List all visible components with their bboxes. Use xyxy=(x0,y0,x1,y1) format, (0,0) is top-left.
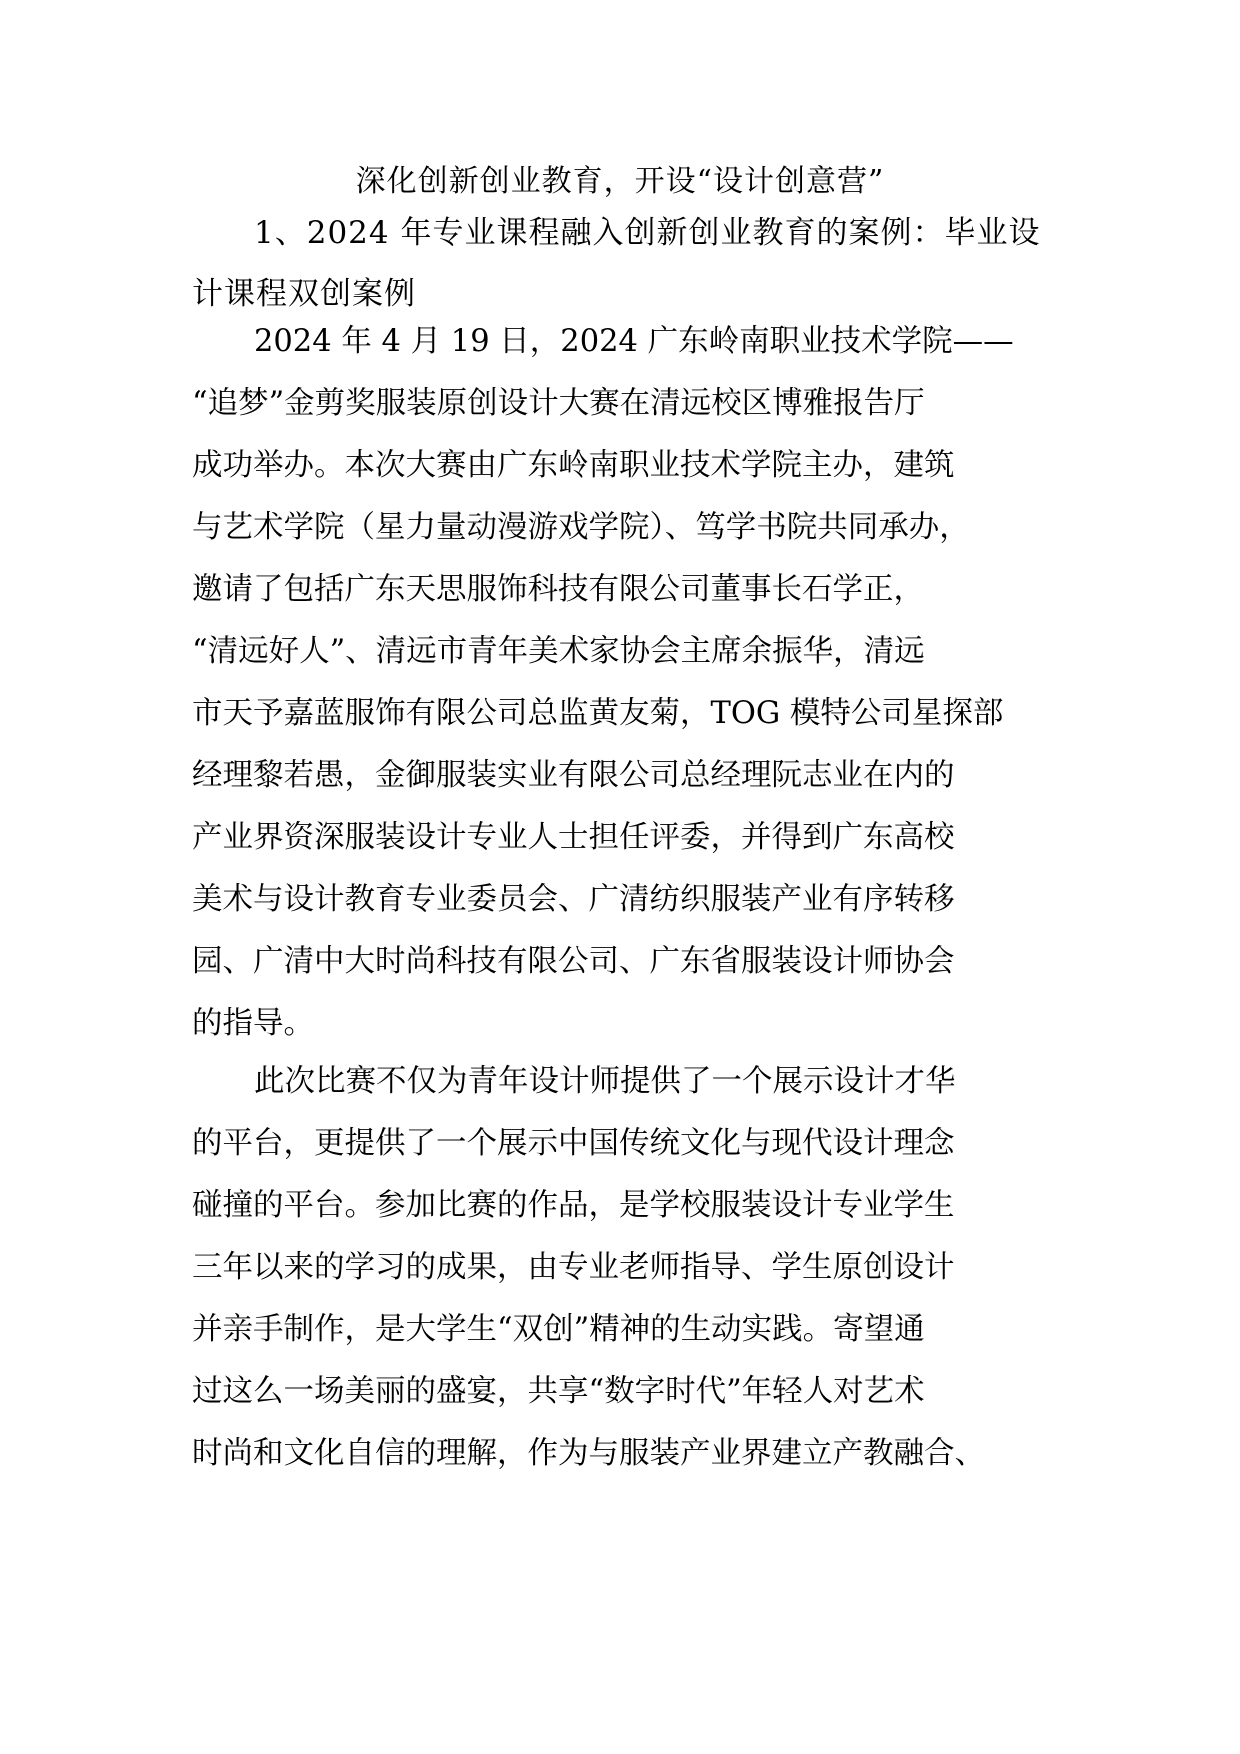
paragraph-line: 三年以来的学习的成果，由专业老师指导、学生原创设计 xyxy=(192,1250,955,1285)
paragraph-line: 过这么一场美丽的盛宴，共享“数字时代”年轻人对艺术 xyxy=(192,1374,925,1409)
section-heading-line: 1、2024 年专业课程融入创新创业教育的案例：毕业设 xyxy=(254,215,1041,251)
paragraph-line: 的指导。 xyxy=(192,1006,314,1041)
paragraph-line: “清远好人”、清远市青年美术家协会主席余振华，清远 xyxy=(192,634,925,669)
paragraph-1 xyxy=(192,311,1050,1055)
section-heading-line: 计课程双创案例 xyxy=(192,276,416,312)
paragraph-line: 成功举办。本次大赛由广东岭南职业技术学院主办，建筑 xyxy=(192,448,955,483)
paragraph-line: 经理黎若愚，金御服装实业有限公司总经理阮志业在内的 xyxy=(192,758,955,793)
paragraph-line: 园、广清中大时尚科技有限公司、广东省服装设计师协会 xyxy=(192,944,955,979)
paragraph-line: 此次比赛不仅为青年设计师提供了一个展示设计才华 xyxy=(254,1064,956,1099)
paragraph-line: 的平台，更提供了一个展示中国传统文化与现代设计理念 xyxy=(192,1126,955,1161)
paragraph-line: “追梦”金剪奖服装原创设计大赛在清远校区博雅报告厅 xyxy=(192,386,925,421)
paragraph-line: 2024 年 4 月 19 日，2024 广东岭南职业技术学院—— xyxy=(254,324,1014,359)
paragraph-line: 美术与设计教育专业委员会、广清纺织服装产业有序转移 xyxy=(192,882,955,917)
paragraph-line: 与艺术学院（星力量动漫游戏学院）、笃学书院共同承办， xyxy=(192,510,970,545)
paragraph-line: 碰撞的平台。参加比赛的作品，是学校服装设计专业学生 xyxy=(192,1188,955,1223)
paragraph-line: 产业界资深服装设计专业人士担任评委，并得到广东高校 xyxy=(192,820,955,855)
paragraph-line: 时尚和文化自信的理解，作为与服装产业界建立产教融合、 xyxy=(192,1436,985,1471)
paragraph-line: 邀请了包括广东天思服饰科技有限公司董事长石学正， xyxy=(192,572,924,607)
paragraph-line: 并亲手制作，是大学生“双创”精神的生动实践。寄望通 xyxy=(192,1312,925,1347)
paragraph-line: 市天予嘉蓝服饰有限公司总监黄友菊，TOG 模特公司星探部 xyxy=(192,696,1004,731)
section-heading xyxy=(192,203,1050,325)
paragraph-2 xyxy=(192,1051,1050,1485)
document-title: 深化创新创业教育，开设“设计创意营” xyxy=(355,164,885,199)
